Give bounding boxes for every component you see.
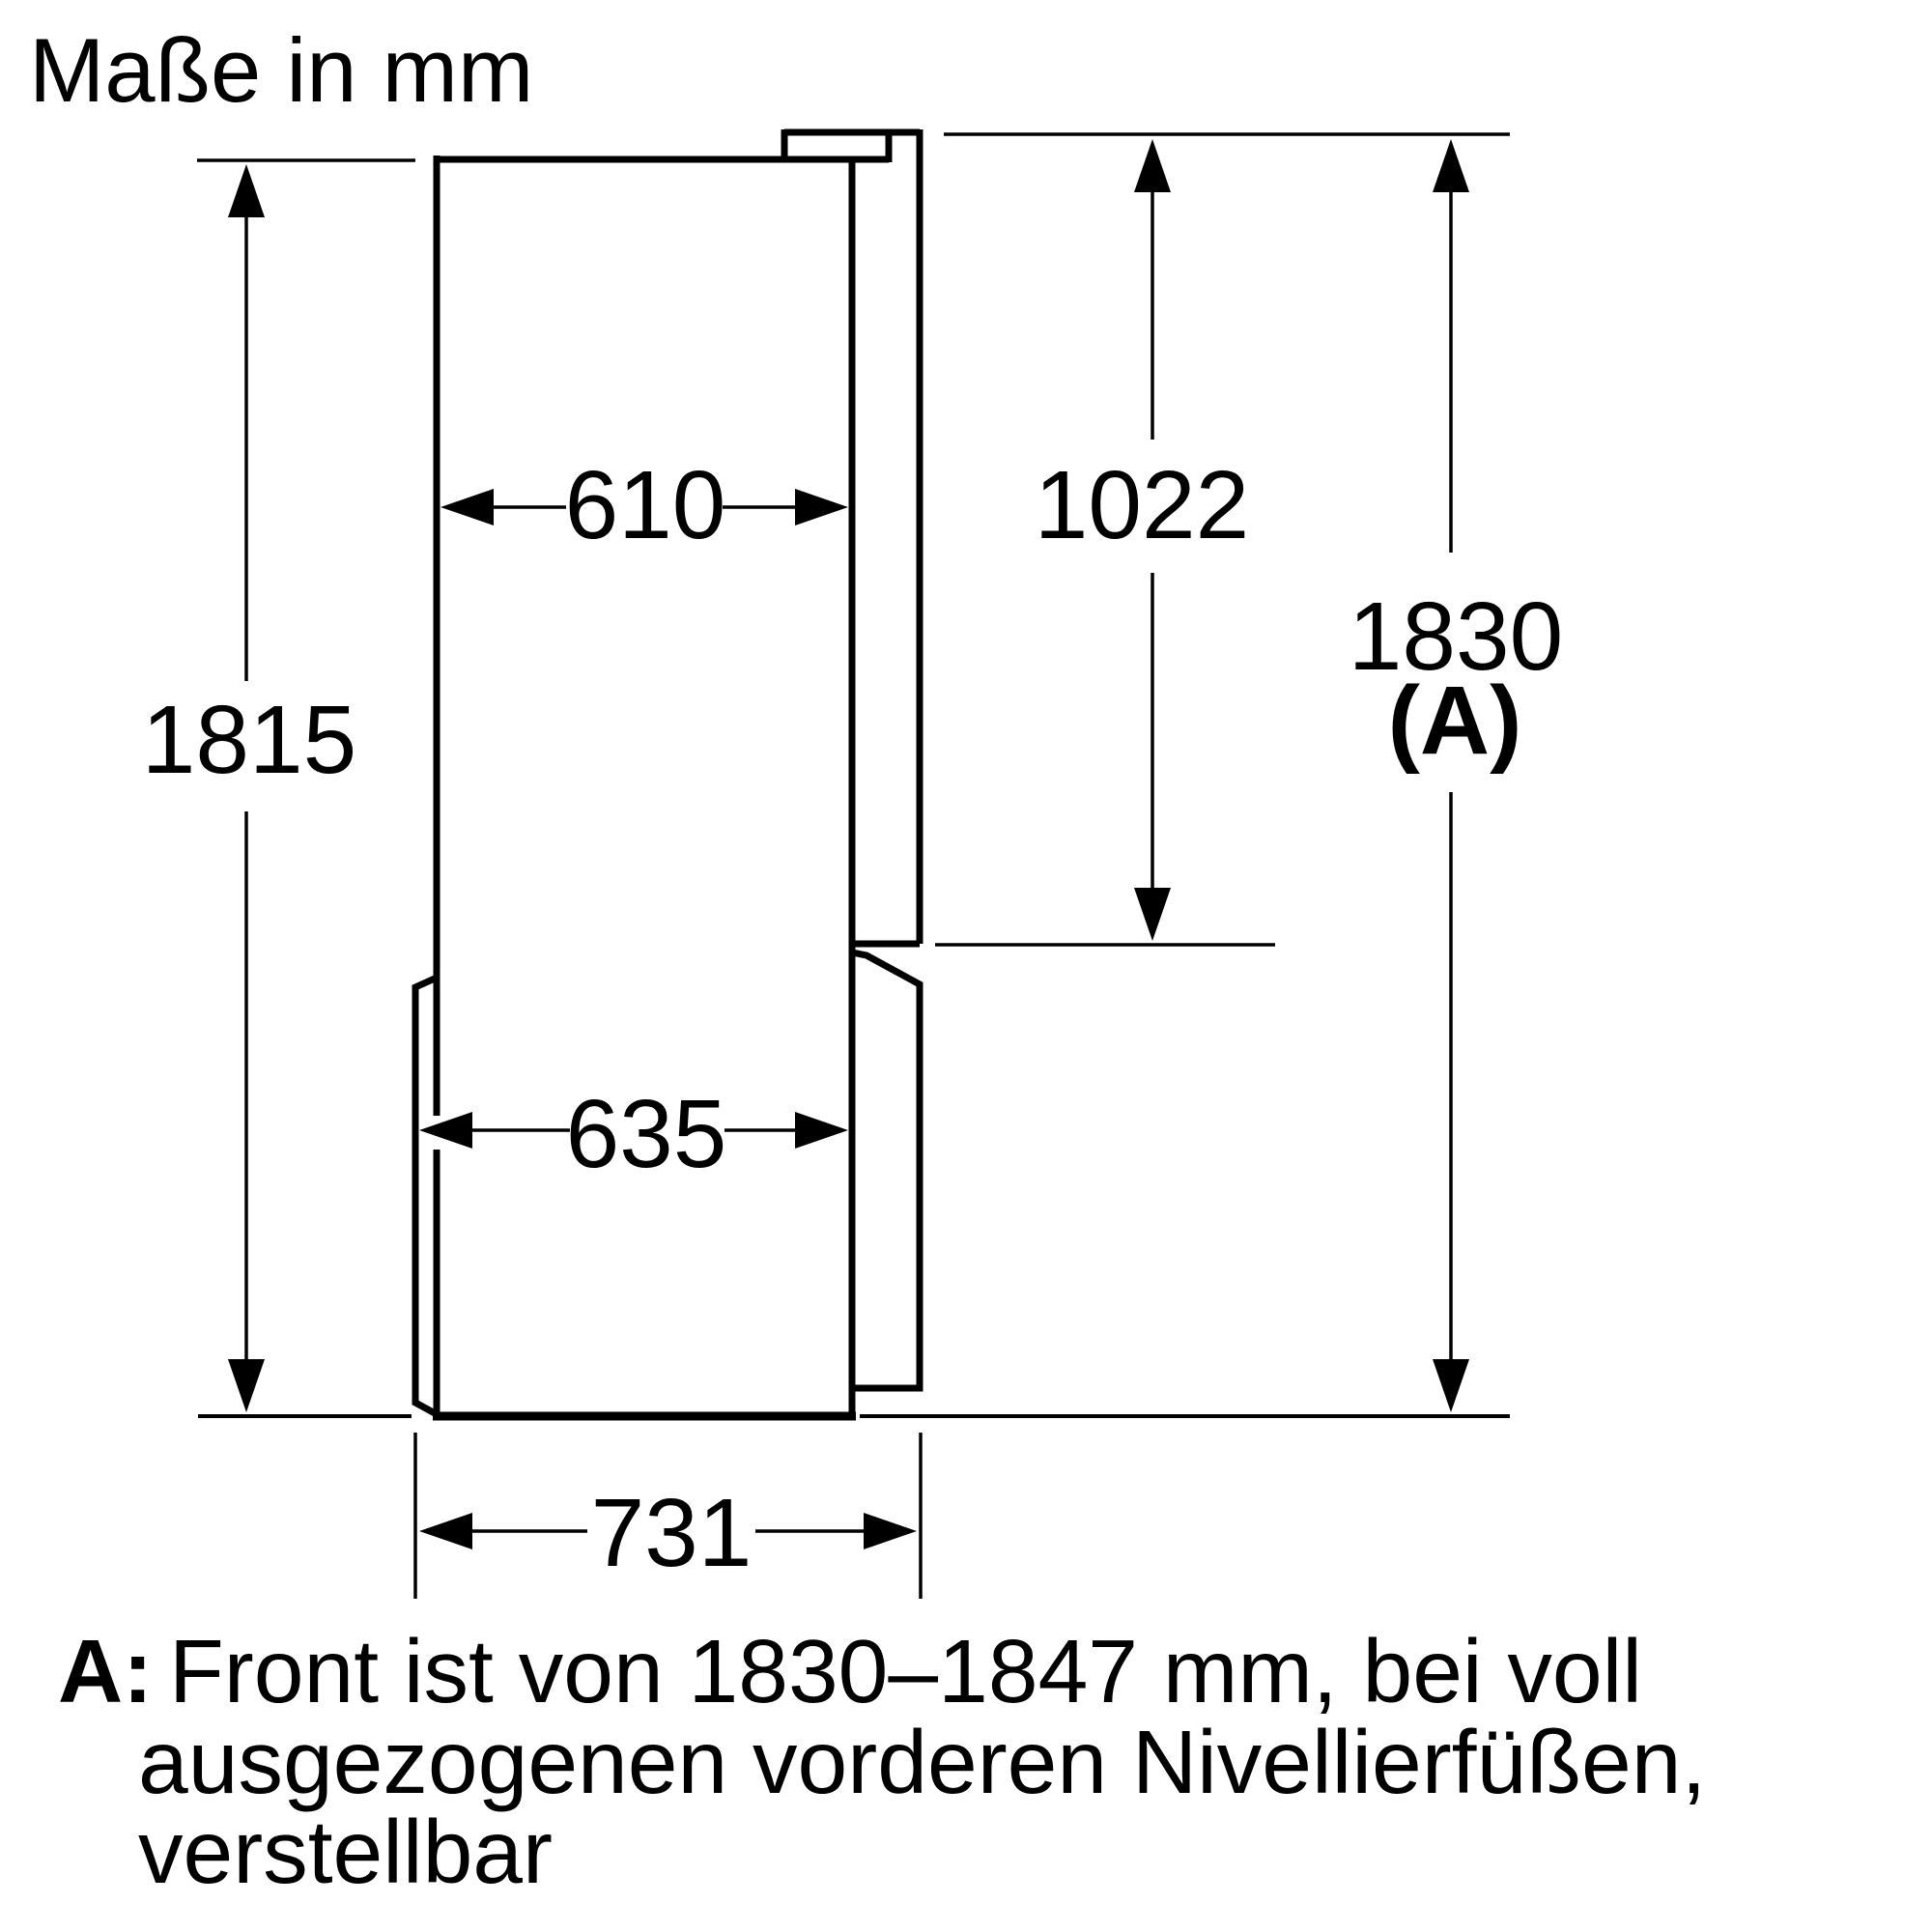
dim-1022: [935, 134, 1510, 945]
dim-label-1830-key: (A): [1387, 667, 1522, 775]
dim-1815: [142, 160, 415, 1412]
footnote-key: A:: [58, 1621, 154, 1721]
lower-door: [852, 952, 920, 1388]
dim-label-1815: 1815: [141, 686, 357, 794]
dim-1830: [1349, 139, 1563, 1412]
dim-label-731: 731: [590, 1479, 753, 1587]
dim-label-1830: 1830: [1348, 582, 1564, 691]
footnote-line-2: ausgezogenen vorderen Nivellierfüßen,: [138, 1712, 1707, 1812]
footnote: [58, 1621, 1706, 1902]
dim-610: [440, 451, 848, 559]
dim-label-610: 610: [564, 451, 726, 559]
dim-731: [415, 1433, 921, 1599]
dim-635: [419, 1080, 848, 1188]
dim-label-635: 635: [565, 1080, 727, 1188]
page-title: Maße in mm: [29, 19, 534, 121]
dim-label-1022: 1022: [1034, 451, 1250, 559]
fridge-outline: [415, 129, 920, 1416]
fridge-body: [433, 156, 889, 1416]
upper-door: [852, 129, 920, 944]
footnote-line-1: Front ist von 1830–1847 mm, bei voll: [169, 1621, 1642, 1721]
footnote-line-3: verstellbar: [138, 1802, 553, 1902]
